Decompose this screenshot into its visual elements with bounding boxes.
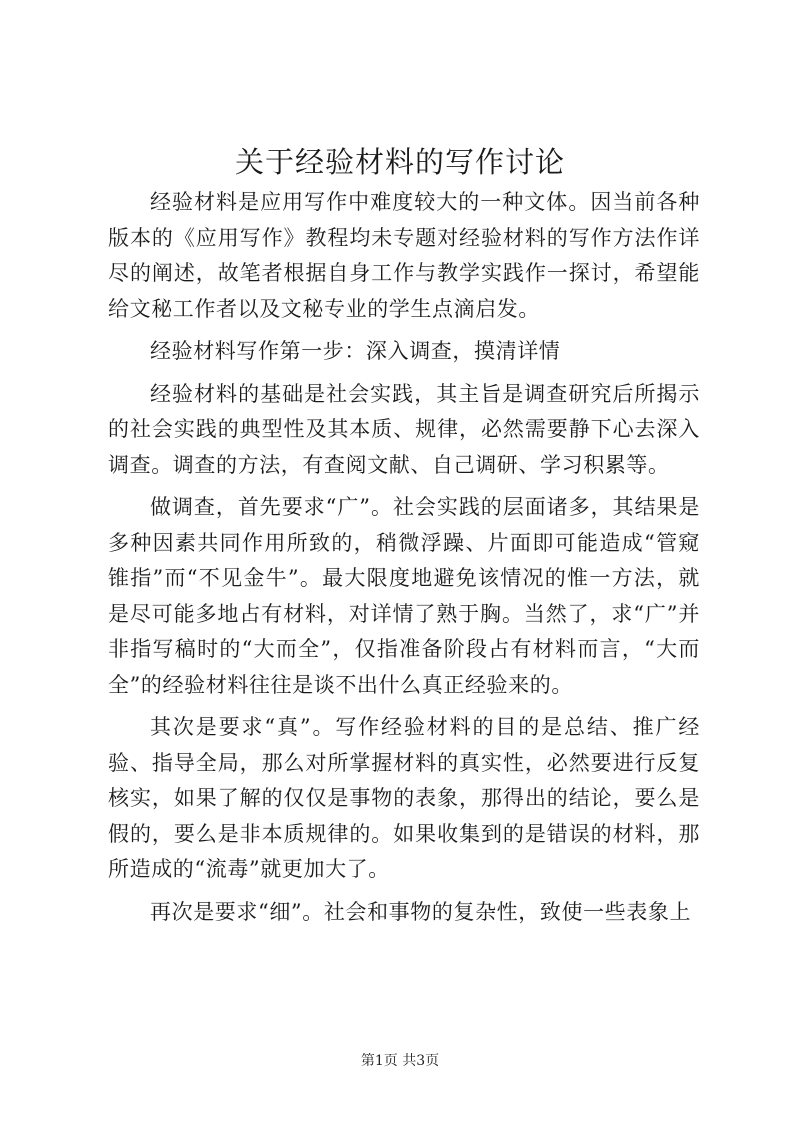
paragraph-foundation: 经验材料的基础是社会实践，其主旨是调查研究后所揭示的社会实践的典型性及其本质、规律，必然需要静下心去深入调查。调查的方法，有查阅文献、自己调研、学习积累等。	[108, 381, 700, 477]
document-title: 关于经验材料的写作讨论	[234, 145, 565, 179]
paragraph-detail: 再次是要求“细”。社会和事物的复杂性，致使一些表象上	[150, 899, 692, 924]
paragraph-truth: 其次是要求“真”。写作经验材料的目的是总结、推广经验、指导全局，那么对所掌握材料的真实性，必然要进行反复核实，如果了解的仅仅是事物的表象，那得出的结论，要么是假的，要么是非本质规律的。如果收集到的是错误的材料，那所造成的“流毒”就更加大了。	[108, 715, 700, 881]
paragraph-breadth: 做调查，首先要求“广”。社会实践的层面诸多，其结果是多种因素共同作用所致的，稍微浮躁、片面即可能造成“管窥锥指”而“不见金牛”。最大限度地避免该情况的惟一方法，就是尽可能多地占有材料，对详情了熟于胸。当然了，求“广”并非指写稿时的“大而全”，仅指准备阶段占有材料而言，“大而全”的经验材料往往是谈不出什么真正经验来的。	[108, 495, 700, 697]
page-footer: 第1页 共3页	[360, 1053, 440, 1069]
section-heading-step-one: 经验材料写作第一步：深入调查，摸清详情	[150, 339, 561, 363]
document-body	[108, 185, 700, 930]
paragraph-intro: 经验材料是应用写作中难度较大的一种文体。因当前各种版本的《应用写作》教程均未专题对经验材料的写作方法作详尽的阐述，故笔者根据自身工作与教学实践作一探讨，希望能给文秘工作者以及文秘专业的学生点滴启发。	[108, 190, 700, 321]
